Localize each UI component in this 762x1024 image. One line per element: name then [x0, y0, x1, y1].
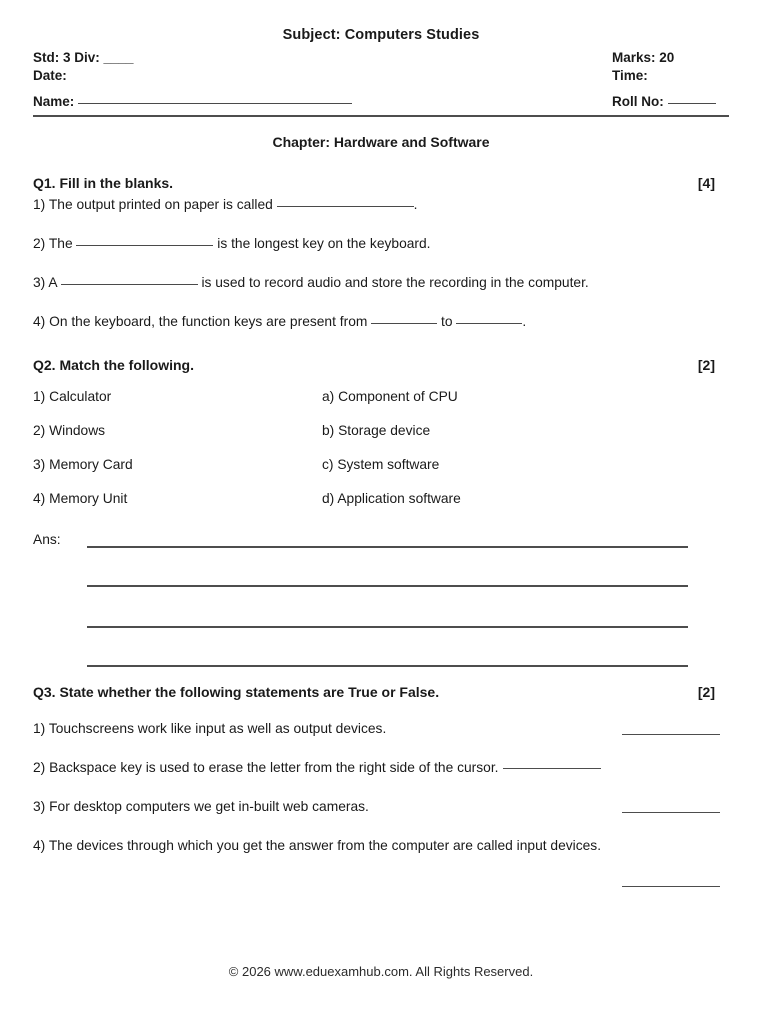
q2-left-item: 3) Memory Card [33, 457, 133, 472]
marks-time-block [612, 49, 674, 85]
q3-item-4-answer-blank[interactable] [622, 886, 720, 887]
q1-item-1-blank[interactable] [277, 206, 414, 207]
q1-marks: [4] [697, 175, 715, 191]
q1-heading-row [33, 175, 729, 191]
footer-copyright: © 2026 www.eduexamhub.com. All Rights Reserved. [228, 964, 534, 979]
total-marks-line: Marks: 20 [612, 50, 675, 65]
q3-item-1-answer-blank[interactable] [622, 734, 720, 735]
q1-item-2-text-post: is the longest key on the keyboard. [213, 236, 431, 251]
q2-match-row [33, 387, 729, 421]
q2-right-item: a) Component of CPU [322, 389, 458, 404]
q2-answer-label: Ans: [33, 532, 61, 547]
roll-no-label: Roll No: [612, 94, 664, 109]
q2-answer-line[interactable] [87, 665, 688, 667]
q2-right-item: b) Storage device [322, 423, 431, 438]
q3-item-2-answer-blank[interactable] [503, 768, 601, 769]
q2-left-item: 2) Windows [33, 423, 106, 438]
q2-answer-line[interactable] [87, 626, 688, 628]
q3-heading: Q3. State whether the following statements are True or False. [33, 684, 440, 700]
q2-marks: [2] [697, 357, 715, 373]
q2-heading-row [33, 357, 729, 373]
q2-left-item: 1) Calculator [33, 389, 112, 404]
q1-heading: Q1. Fill in the blanks. [33, 175, 174, 191]
q1-item-4-blank-a[interactable] [371, 323, 437, 324]
q3-item-1-text: 1) Touchscreens work like input as well as output devices. [33, 721, 387, 736]
q2-match-table [33, 387, 729, 523]
q1-item-1-period: . [413, 197, 418, 212]
q1-item-3 [33, 273, 729, 293]
q3-item-3-text: 3) For desktop computers we get in-built web cameras. [33, 799, 369, 814]
chapter-title: Chapter: Hardware and Software [272, 134, 490, 150]
q1-item-4-text-pre: 4) On the keyboard, the function keys are present from [33, 314, 372, 329]
q1-item-1-text: 1) The output printed on paper is called [33, 197, 277, 212]
q3-item-1 [33, 719, 729, 739]
q3-heading-row [33, 684, 729, 700]
q2-answer-area [33, 525, 729, 660]
q1-item-3-blank[interactable] [61, 284, 198, 285]
q1-item-4-period: . [522, 314, 527, 329]
student-info-block [33, 49, 729, 85]
q1-item-2-text-pre: 2) The [33, 236, 77, 251]
q1-item-2 [33, 234, 729, 254]
q2-match-row [33, 455, 729, 489]
q1-item-3-text-pre: 3) A [33, 275, 61, 290]
name-roll-row [33, 94, 729, 113]
q2-right-item: d) Application software [322, 491, 461, 506]
q3-item-4-blank-row [33, 876, 729, 902]
q2-answer-line[interactable] [87, 585, 688, 587]
q3-item-4-text: 4) The devices through which you get the answer from the computer are called input devices. [33, 838, 602, 853]
q2-answer-line[interactable] [87, 546, 688, 548]
q1-item-4 [33, 312, 729, 332]
q3-item-4 [33, 836, 729, 856]
q3-item-2 [33, 758, 729, 778]
date-line: Date: [33, 68, 67, 83]
name-input-blank[interactable] [78, 103, 352, 104]
q2-right-item: c) System software [322, 457, 440, 472]
q3-marks: [2] [697, 684, 715, 700]
name-label: Name: [33, 94, 75, 109]
time-line: Time: [612, 68, 648, 83]
q1-item-4-blank-b[interactable] [456, 323, 522, 324]
q1-item-2-blank[interactable] [76, 245, 213, 246]
q2-match-row [33, 489, 729, 523]
q2-match-row [33, 421, 729, 455]
page-title: Subject: Computers Studies [282, 27, 480, 43]
header-divider [33, 115, 729, 117]
q2-heading: Q2. Match the following. [33, 357, 194, 373]
std-div-line: Std: 3 Div: ____ [33, 50, 134, 65]
roll-no-input-blank[interactable] [668, 103, 716, 104]
q1-item-1 [33, 195, 729, 215]
q1-item-4-text-mid: to [437, 314, 457, 329]
q1-item-3-text-post: is used to record audio and store the recording in the computer. [197, 275, 589, 290]
q3-item-2-text: 2) Backspace key is used to erase the letter from the right side of the cursor. [33, 760, 499, 775]
roll-no-group [612, 94, 716, 109]
q3-item-3 [33, 797, 729, 817]
q2-left-item: 4) Memory Unit [33, 491, 128, 506]
q3-item-3-answer-blank[interactable] [622, 812, 720, 813]
